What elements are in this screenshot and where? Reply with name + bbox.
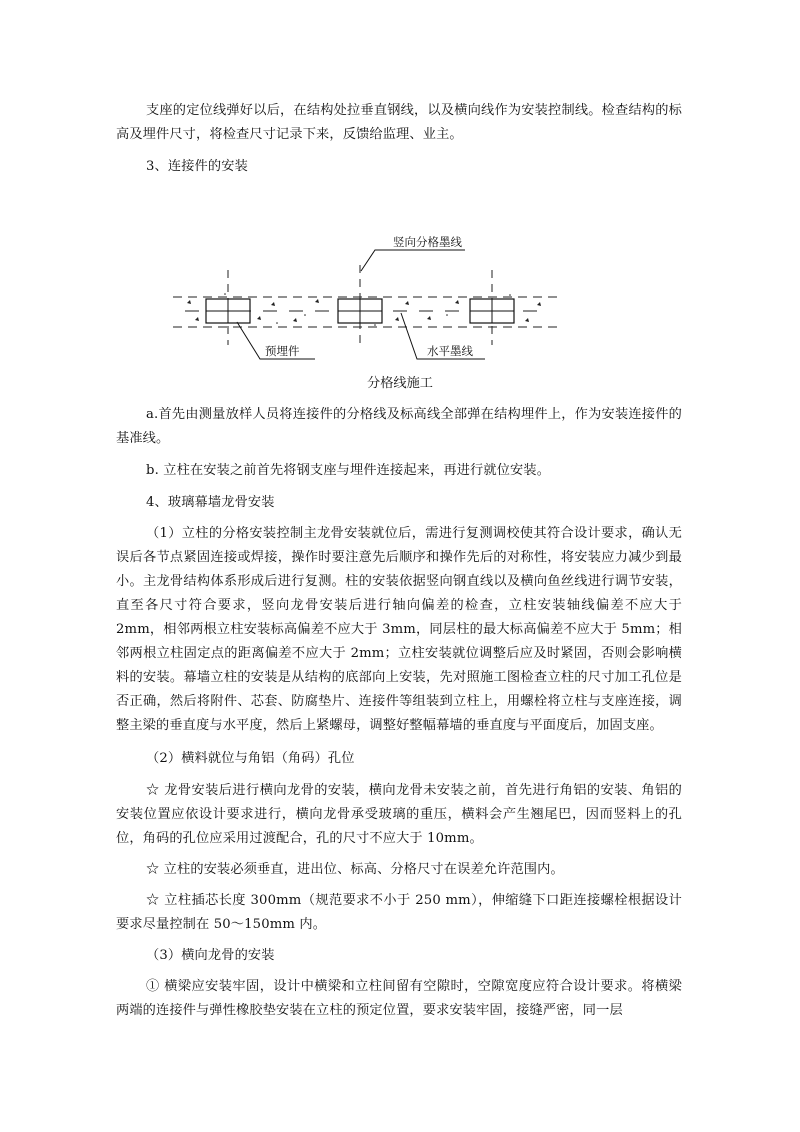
layout-line-diagram xyxy=(165,225,565,370)
note-star-3: ☆ 立柱插芯长度 300mm（规范要求不小于 250 mm），伸缩缝下口距连接螺栓根据设计要求尽量控制在 50～150mm 内。 xyxy=(116,893,682,932)
paragraph-a: a.首先由测量放样人员将连接件的分格线及标高线全部弹在结构埋件上，作为安装连接件的基准线。 xyxy=(116,407,682,446)
section-2-heading: （2）横料就位与角铝（角码）孔位 xyxy=(146,751,355,766)
note-star-1: ☆ 龙骨安装后进行横向龙骨的安装，横向龙骨未安装之前，首先进行角铝的安装、角铝的安装位置应依设计要求进行，横向龙骨承受玻璃的重压，横料会产生翘尾巴，因而竖料上的孔位，角码的孔位应采用过渡配合，孔的尺寸不应大于 10mm。 xyxy=(116,783,682,846)
item-1-crossbeam: ① 横梁应安装牢固，设计中横梁和立柱间留有空隙时，空隙宽度应符合设计要求。将横梁两端的连接件与弹性橡胶垫安装在立柱的预定位置，要求安装牢固，接缝严密，同一层 xyxy=(116,979,682,1018)
note-star-2: ☆ 立柱的安装必须垂直，进出位、标高、分格尺寸在误差允许范围内。 xyxy=(146,862,564,877)
section-3-heading: （3）横向龙骨的安装 xyxy=(146,948,275,963)
diagram-svg xyxy=(165,225,565,370)
label-embed-part: 预埋件 xyxy=(265,344,300,358)
paragraph-support-lines: 支座的定位线弹好以后，在结构处拉垂直钢线，以及横向线作为安装控制线。检查结构的标高及埋件尺寸，将检查尺寸记录下来，反馈给监理、业主。 xyxy=(116,103,682,142)
leader-vertical xyxy=(361,250,465,271)
figure-caption: 分格线施工 xyxy=(367,376,433,391)
label-vertical-ink-line: 竖向分格墨线 xyxy=(393,235,462,249)
label-horizontal-ink-line: 水平墨线 xyxy=(427,344,473,358)
heading-connector-install: 3、连接件的安装 xyxy=(146,159,248,174)
heading-keel-install: 4、玻璃幕墙龙骨安装 xyxy=(146,495,275,510)
paragraph-b: b. 立柱在安装之前首先将钢支座与埋件连接起来，再进行就位安装。 xyxy=(146,463,551,478)
section-1-column-install: （1）立柱的分格安装控制主龙骨安装就位后，需进行复测调校使其符合设计要求，确认无误后各节点紧固连接或焊接，操作时要注意先后顺序和操作先后的对称性，将安装应力减少到最小。主龙骨结构体系形成后进行复测。柱的安装依据竖向钢直线以及横向鱼丝线进行调节安装，直至各尺寸符合要求，竖向龙骨安装后进行轴向偏差的检查，立柱安装轴线偏差不应大于 2mm，相邻两根立柱安装标高偏差不应大于 3mm，同层柱的最大标高偏差不应大于 5mm；相邻两根立柱固定点的距离偏差不应大于 2mm；立柱安装就位调整后应及时紧固，否则会影响横料的安装。幕墙立柱的安装是从结构的底部向上安装，先对照施工图检查立柱的尺寸加工孔位是否正确，然后将附件、芯套、防腐垫片、连接件等组装到立柱上，用螺栓将立柱与支座连接，调整主梁的垂直度与水平度，然后上紧螺母，调整好整幅幕墙的垂直度与平面度后，加固支座。 xyxy=(116,526,682,733)
